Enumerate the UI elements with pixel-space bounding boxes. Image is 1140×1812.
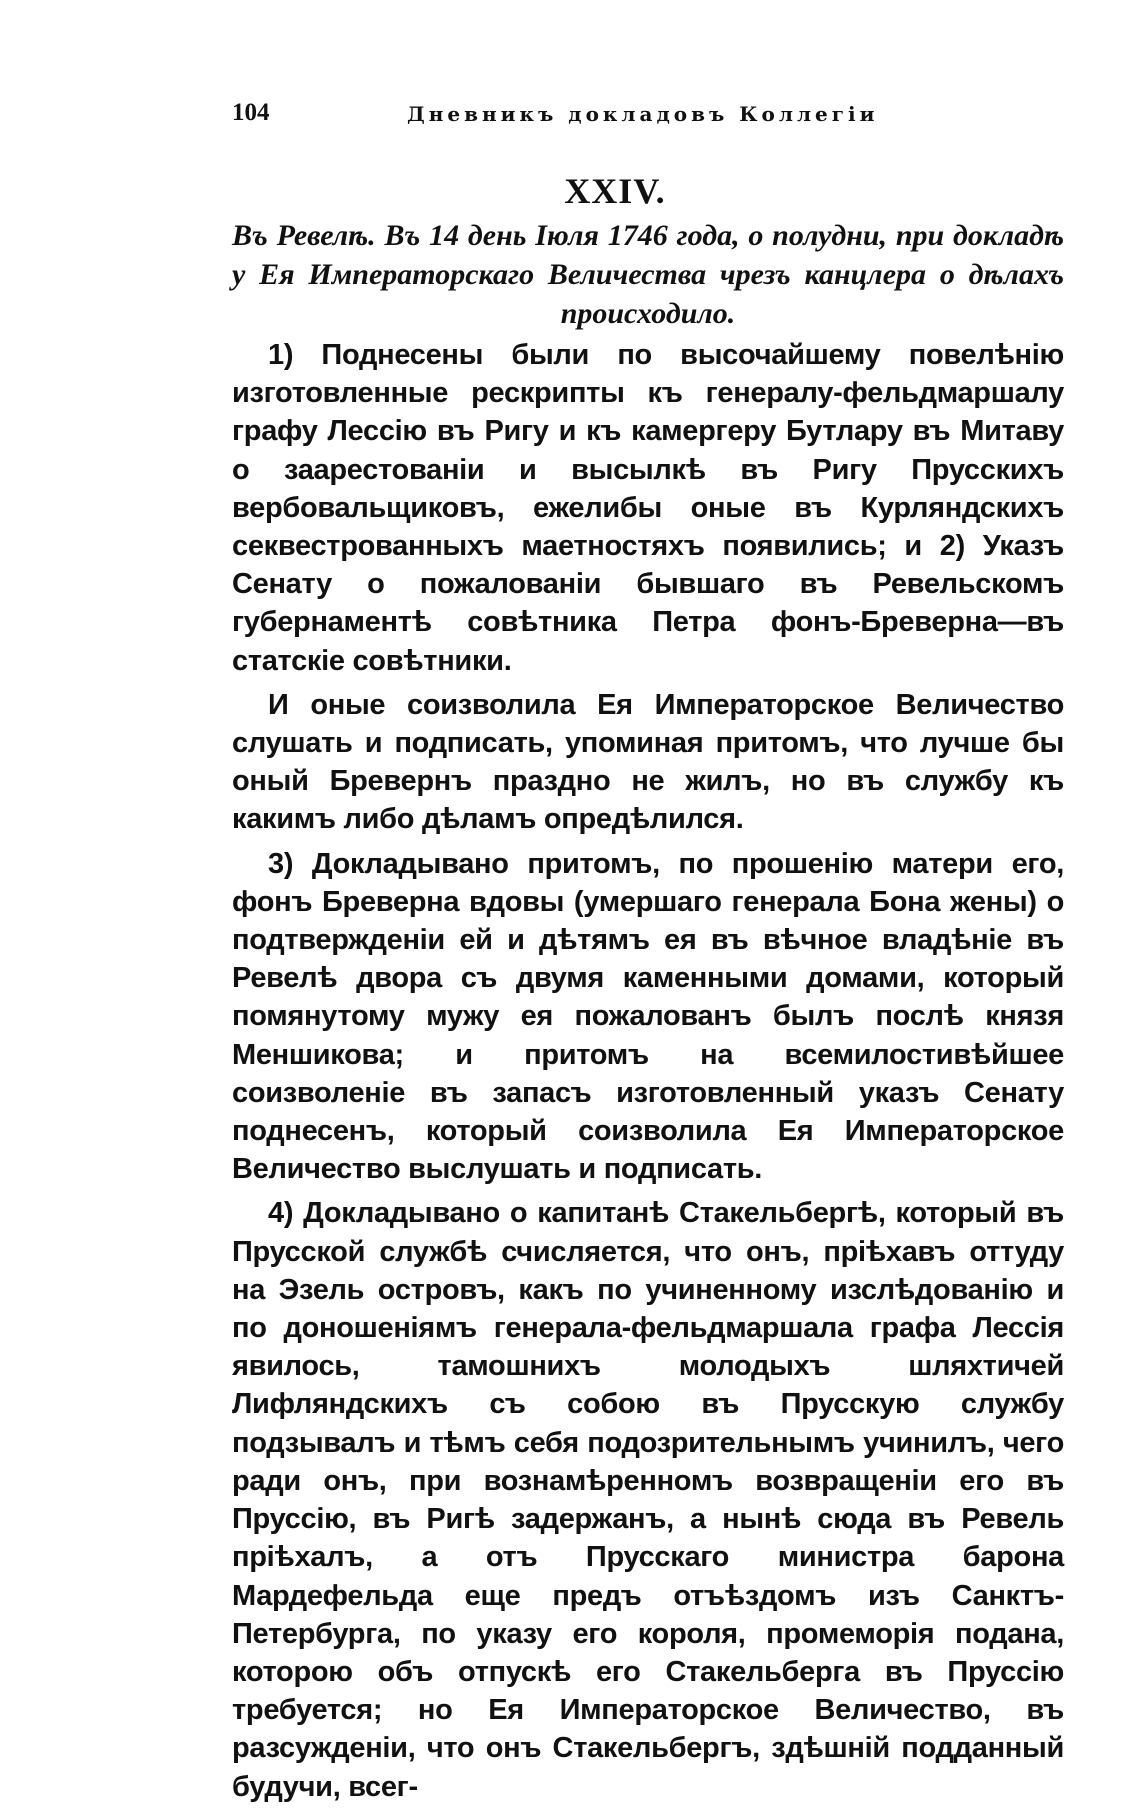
- body-text: [232, 336, 1064, 1812]
- entry-heading: Въ Ревелѣ. Въ 14 день Іюля 1746 года, о полудни, при докладѣ у Ея Императорскаго Величества чрезъ канцлера о дѣлахъ происходило.: [232, 219, 1064, 330]
- section-numeral: XXIV.: [564, 171, 666, 211]
- paragraph-3: 3) Докладывано притомъ, по прошенію матери его, фонъ Бреверна вдовы (умершаго генерала Бона жены) о подтвержденіи ей и дѣтямъ ея въ вѣчное владѣніе въ Ревелѣ двора съ двумя каменными домами, который помянутому мужу ея пожалованъ былъ послѣ князя Меншикова; и притомъ на всемилостивѣйшее соизволеніе въ запасъ изготовленный указъ Сенату поднесенъ, который соизволила Ея Императорское Величество выслушать и подписать.: [232, 847, 1064, 1186]
- paragraph-4: 4) Докладывано о капитанѣ Стакельбергѣ, который въ Прусской службѣ счисляется, что онъ, пріѣхавъ оттуду на Эзель островъ, какъ по учиненному изслѣдованію и по доношеніямъ генерала-фельдмаршала графа Лессія явилось, тамошнихъ молодыхъ шляхтичей Лифляндскихъ съ собою въ Прусскую службу подзывалъ и тѣмъ себя подозрительнымъ учинилъ, чего ради онъ, при вознамѣренномъ возвращеніи его въ Пруссію, въ Ригѣ задержанъ, а нынѣ сюда въ Ревель пріѣхалъ, а отъ Прусскаго министра барона Мардефельда еще предъ отъѣздомъ изъ Санктъ-Петербурга, по указу его короля, промеморія подана, которою объ отпускѣ его Стакельберга въ Пруссію требуется; но Ея Императорское Величество, въ разсужденіи, что онъ Стакельбергъ, здѣшній подданный будучи, всег-: [232, 1197, 1064, 1803]
- running-title: Дневникъ докладовъ Коллегіи: [407, 102, 879, 126]
- running-head: [232, 98, 1052, 128]
- paragraph-2: И оные соизволила Ея Императорское Величество слушать и подписать, упоминая притомъ, что лучше бы оный Бревернъ праздно не жилъ, но въ службу къ какимъ либо дѣламъ опредѣлился.: [232, 688, 1064, 836]
- paragraph-1: 1) Поднесены были по высочайшему повелѣнію изготовленные рескрипты къ генералу-фельдмаршалу графу Лессію въ Ригу и къ камергеру Бутлару въ Митаву о заарестованіи и высылкѣ въ Ригу Прусскихъ вербовальщиковъ, ежелибы оные въ Курляндскихъ секвестрованныхъ маетностяхъ появились; и 2) Указъ Сенату о пожалованіи бывшаго въ Ревельскомъ губернаментѣ совѣтника Петра фонъ-Бреверна—въ статскіе совѣтники.: [232, 339, 1064, 677]
- page-number: 104: [232, 99, 270, 126]
